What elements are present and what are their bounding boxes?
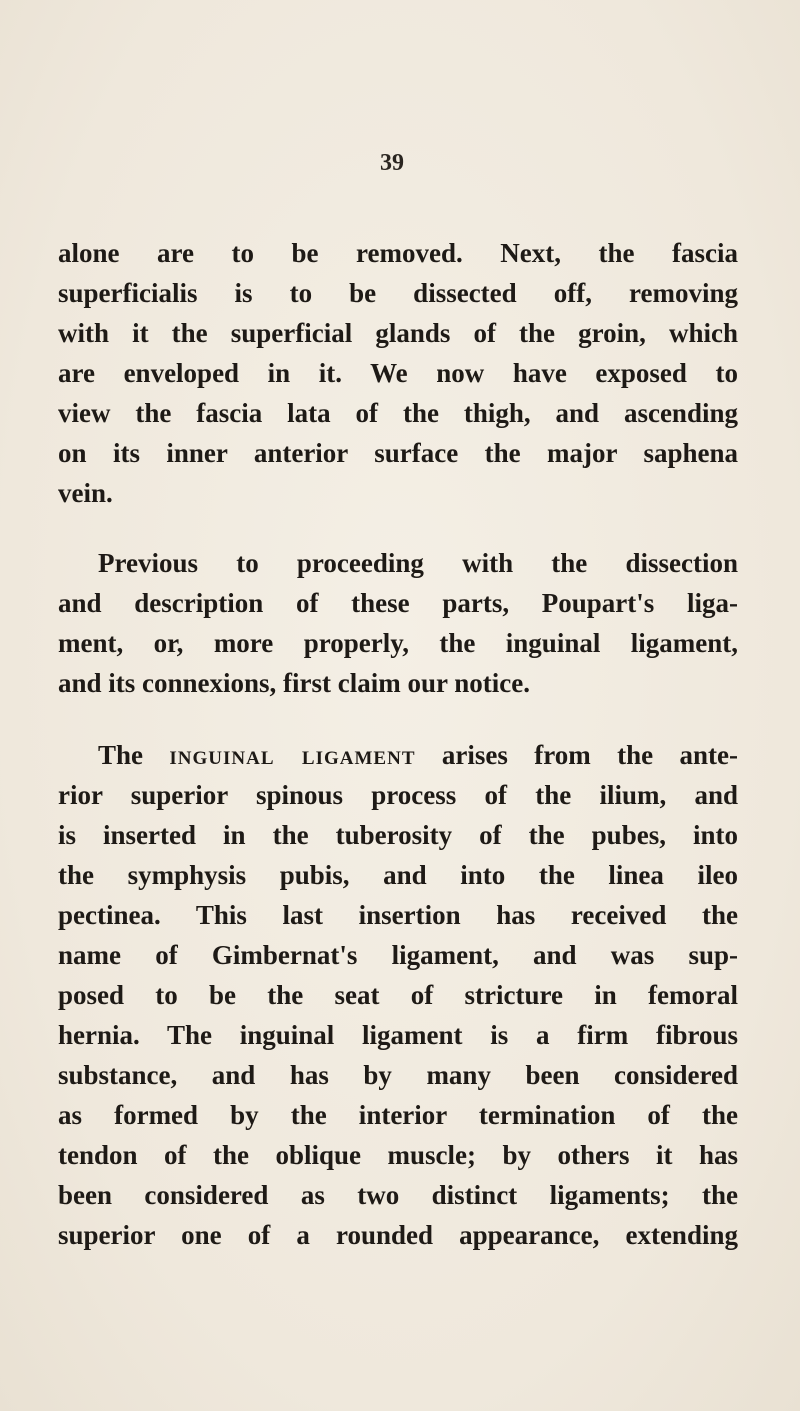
page-number: 39	[380, 150, 404, 176]
text-line: and its connexions, first claim our notice.	[58, 668, 530, 698]
text-line: superficialis is to be dissected off, removing	[58, 278, 738, 308]
text-line: tendon of the oblique muscle; by others it has	[58, 1140, 738, 1170]
text-line: and description of these parts, Poupart's liga-	[58, 588, 738, 618]
text-fragment: arises from the ante-	[415, 740, 738, 770]
text-line: substance, and has by many been considered	[58, 1060, 738, 1090]
text-line-first	[98, 740, 738, 770]
text-line: ment, or, more properly, the inguinal ligament,	[58, 628, 738, 658]
text-line: rior superior spinous process of the ilium, and	[58, 780, 738, 810]
text-line: pectinea. This last insertion has received the	[58, 900, 738, 930]
text-line: been considered as two distinct ligaments; the	[58, 1180, 738, 1210]
text-line: is inserted in the tuberosity of the pubes, into	[58, 820, 738, 850]
text-line: vein.	[58, 478, 113, 508]
text-line: are enveloped in it. We now have exposed to	[58, 358, 738, 388]
text-line: posed to be the seat of stricture in femoral	[58, 980, 738, 1010]
text-line: superior one of a rounded appearance, extending	[58, 1220, 738, 1250]
text-line: with it the superficial glands of the groin, which	[58, 318, 738, 348]
text-line: the symphysis pubis, and into the linea ileo	[58, 860, 738, 890]
text-line: Previous to proceeding with the dissection	[98, 548, 738, 578]
text-line: alone are to be removed. Next, the fascia	[58, 238, 738, 268]
text-line: name of Gimbernat's ligament, and was sup-	[58, 940, 738, 970]
text-line: view the fascia lata of the thigh, and ascending	[58, 398, 738, 428]
text-line: as formed by the interior termination of the	[58, 1100, 738, 1130]
text-fragment: The	[98, 740, 170, 770]
text-line: hernia. The inguinal ligament is a firm fibrous	[58, 1020, 738, 1050]
term-inguinal-ligament: inguinal ligament	[169, 740, 416, 770]
text-line: on its inner anterior surface the major saphena	[58, 438, 738, 468]
